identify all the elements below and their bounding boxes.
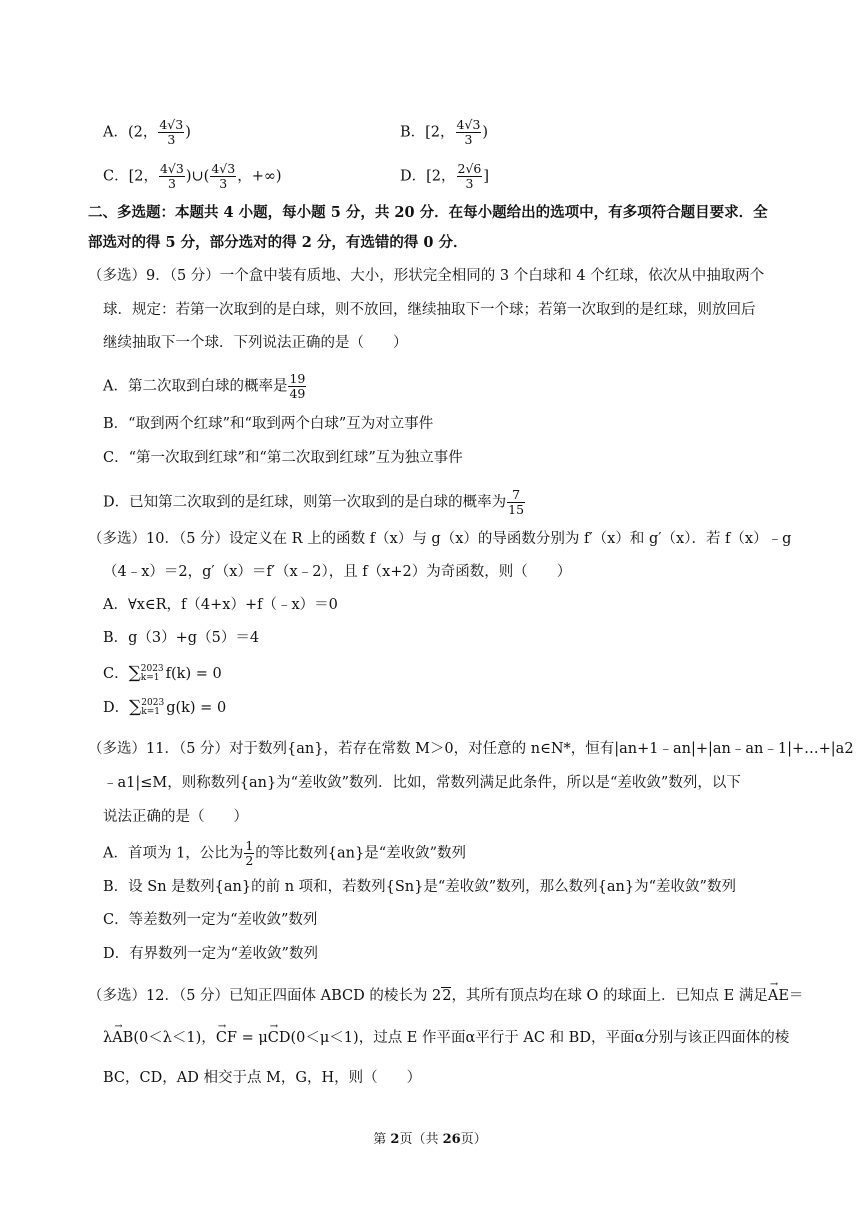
q11-option-b: B．设 Sn 是数列{an}的前 n 项和，若数列{Sn}是“差收敛”数列，那么数列{an}为“差收敛”数列: [103, 879, 736, 895]
q10-option-b: B．g（3）+g（5）＝4: [103, 630, 260, 646]
q11-option-d: D．有界数列一定为“差收敛”数列: [103, 946, 318, 962]
q10-stem-line2: （4﹣x）＝2，g′（x）＝f′（x﹣2），且 f（x+2）为奇函数，则（ ）: [103, 564, 572, 580]
section-heading-line1: 二、多选题：本题共 4 小题，每小题 5 分，共 20 分．在每小题给出的选项中，有多项符合题目要求．全: [88, 204, 768, 221]
q11-option-a: A．首项为 1，公比为 $\frac{1}{2}$ 的等比数列{an}是“差收敛”数列: [103, 838, 467, 868]
q8-option-b: B．[2， $\frac{4√3}{3}$ ): [400, 117, 489, 147]
q10-option-c: C．∑2023 k=1 f(k) = 0: [103, 663, 222, 683]
q8-option-c: C．[2， $\frac{4√3}{3}$ )∪( $\frac{4√3}{3}$ ，+∞): [103, 161, 282, 191]
q10-option-d: D．∑2023 k=1 g(k) = 0: [103, 697, 227, 717]
q12-stem-line1: （多选）12．（5 分）已知正四面体 ABCD 的棱长为 22，其所有顶点均在球 O 的球面上．已知点 E 满足→ AE＝: [88, 986, 803, 1006]
q9-option-d: D．已知第二次取到的是红球，则第一次取到的是白球的概率为 $\frac{7}{15}$: [103, 487, 525, 517]
section-heading-line2: 部选对的得 5 分，部分选对的得 2 分，有选错的得 0 分．: [88, 234, 468, 251]
q12-stem-line2: λ→ AB(0＜λ＜1)，→ CF = μ→ CD(0＜μ＜1)，过点 E 作平面α平行于 AC 和 BD，平面α分别与该正四面体的棱: [103, 1028, 789, 1048]
q11-option-c: C．等差数列一定为“差收敛”数列: [103, 912, 318, 928]
q8-option-d: D．[2， $\frac{2√6}{3}$ ]: [400, 161, 490, 191]
q11-stem-line1: （多选）11．（5 分）对于数列{an}，若存在常数 M＞0，对任意的 n∈N*，恒有|an+1﹣an|+|an﹣an﹣1|+…+|a2: [88, 741, 854, 757]
q11-stem-line2: ﹣a1|≤M，则称数列{an}为“差收敛”数列．比如，常数列满足此条件，所以是“差收敛”数列，以下: [103, 775, 741, 791]
q9-stem-line3: 继续抽取下一个球．下列说法正确的是（ ）: [103, 335, 408, 351]
q10-stem-line1: （多选）10．（5 分）设定义在 R 上的函数 f（x）与 g（x）的导函数分别为 f′（x）和 g′（x）．若 f（x）﹣g: [88, 531, 792, 547]
q9-stem-line2: 球．规定：若第一次取到的是白球，则不放回，继续抽取下一个球；若第一次取到的是红球，则放回后: [103, 302, 756, 318]
q8-option-a: A．(2， $\frac{4√3}{3}$ ): [103, 117, 191, 147]
q9-stem-line1: （多选）9．（5 分）一个盒中装有质地、大小，形状完全相同的 3 个白球和 4 个红球，依次从中抽取两个: [88, 268, 765, 284]
q10-option-a: A．∀x∈R，f（4+x）+f（﹣x）＝0: [103, 597, 338, 613]
q9-option-c: C．“第一次取到红球”和“第二次取到红球”互为独立事件: [103, 450, 463, 466]
q11-stem-line3: 说法正确的是（ ）: [103, 809, 248, 825]
q12-stem-line3: BC，CD，AD 相交于点 M，G，H，则（ ）: [103, 1070, 422, 1086]
q9-option-b: B．“取到两个红球”和“取到两个白球”互为对立事件: [103, 416, 434, 432]
q9-option-a: A．第二次取到白球的概率是 $\frac{19}{49}$: [103, 371, 306, 401]
page-footer: 第 2页（共 26页）: [373, 1132, 487, 1147]
